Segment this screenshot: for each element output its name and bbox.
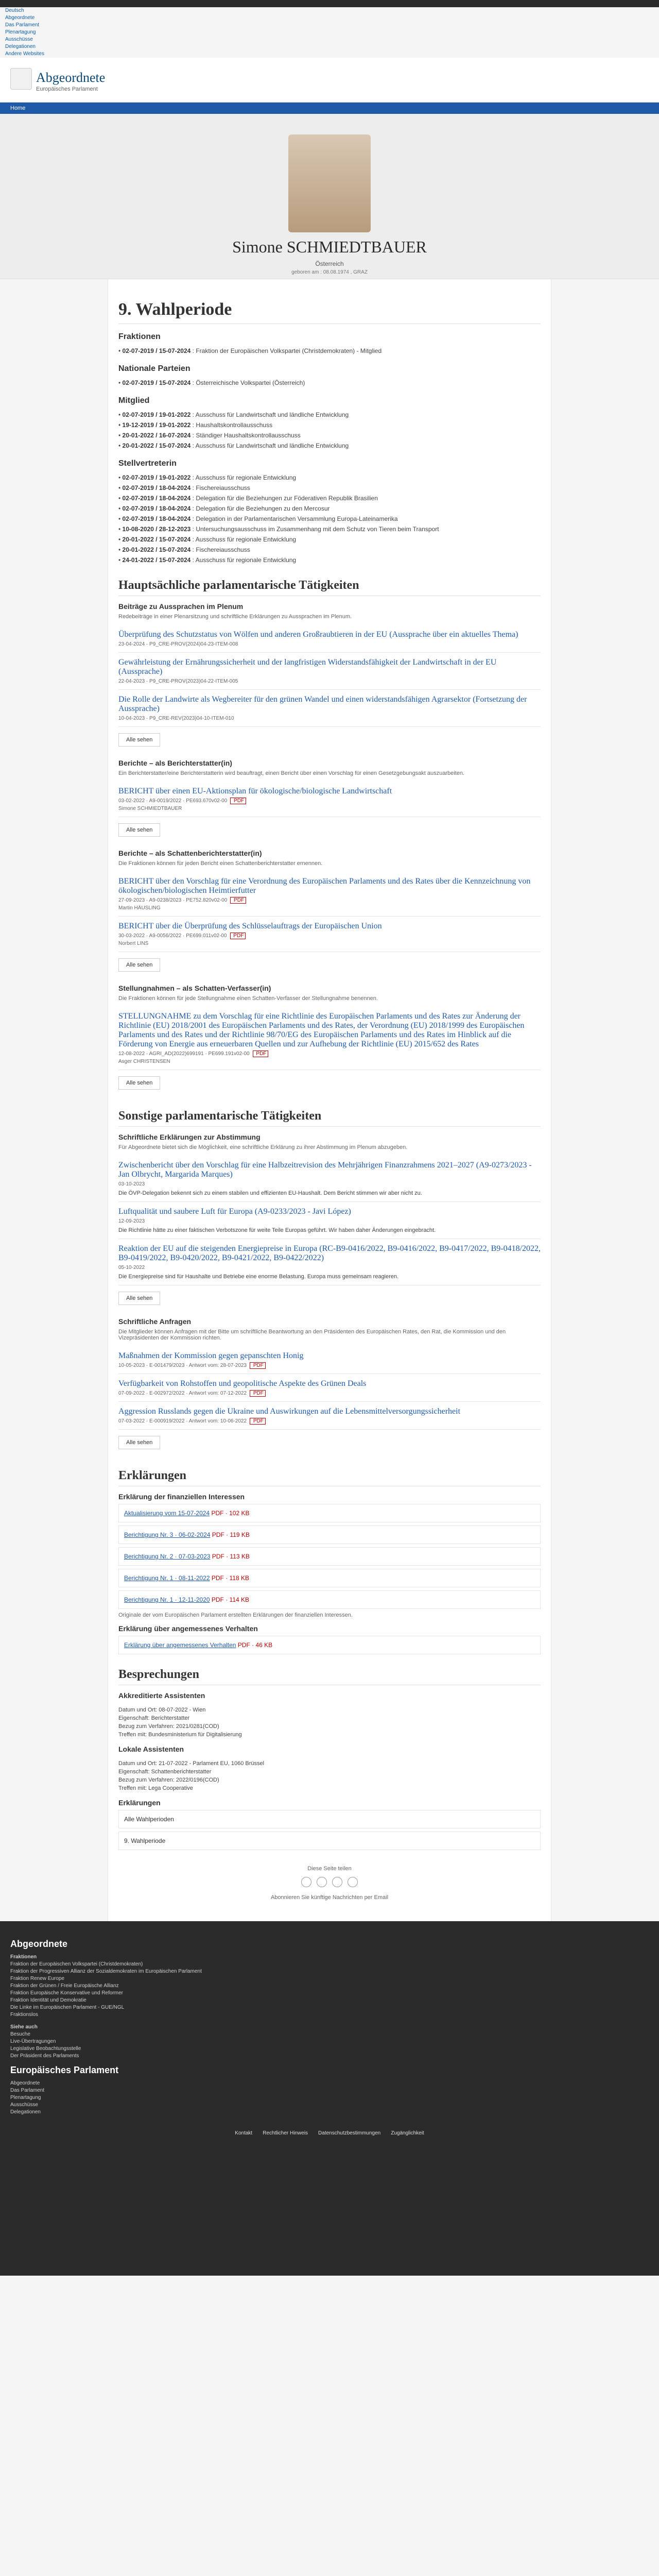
entry-text: : Untersuchungsausschuss im Zusammenhang mit dem Schutz von Tieren beim Transport (190, 526, 439, 533)
questions-section (118, 1317, 541, 1455)
factions-list (118, 346, 541, 356)
entry-date: 20-01-2022 / 16-07-2024 (122, 432, 191, 439)
item-meta: 30-03-2022 · A9-0056/2022 · PE699.011v02-00 PDF (118, 933, 541, 939)
item-title-link[interactable]: STELLUNGNAHME zu dem Vorschlag für eine Richtlinie des Europäischen Parlaments und des Rates zur Änderung der Richtlinie (EU) 2018/2001 des Europäischen Parlaments und des Rates, der Verordnung (EU) 2018/1999 des Europäischen Parlaments und des Rates und der Richtlinie 98/70/EG des Europäischen Parlaments und des Rates im Hinblick auf die Förderung von Energie aus erneuerbaren Quellen und zur Aufhebung der Richtlinie (EU) 2015/652 des Rates (118, 1012, 525, 1048)
entry-date: 24-01-2022 / 15-07-2024 (122, 556, 191, 564)
avatar (288, 134, 371, 232)
item-title-link[interactable]: Überprüfung des Schutzstatus von Wölfen und anderen Großraubtieren in der EU (Aussprache über ein aktuelles Thema) (118, 630, 518, 639)
pdf-tag[interactable]: PDF (250, 1362, 266, 1369)
item-meta: 10-05-2023 · E-001479/2023 · Antwort vom: 28-07-2023 PDF (118, 1363, 541, 1368)
shadow-heading: Berichte – als Schattenberichterstatter(in) (118, 849, 262, 857)
file-tag: PDF · 118 KB (210, 1574, 250, 1582)
substitute-list (118, 472, 541, 565)
entry-text: : Fischereiausschuss (190, 546, 250, 553)
entry-text: : Delegation für die Beziehungen zu den Mercosur (190, 505, 330, 512)
list-item (118, 917, 541, 952)
item-title-link[interactable]: BERICHT über die Überprüfung des Schlüsselauftrags der Europäischen Union (118, 922, 382, 930)
footer-bottom-link[interactable]: Datenschutzbestimmungen (318, 2130, 381, 2136)
list-item (118, 625, 541, 653)
content-container (108, 279, 551, 1921)
local-heading: Lokale Assistenten (118, 1745, 184, 1753)
substitute-entry: • 02-07-2019 / 19-01-2022 : Ausschuss für regionale Entwicklung (118, 474, 297, 481)
substitute-entry: • 02-07-2019 / 18-04-2024 : Fischereiausschuss (118, 484, 250, 492)
rapporteur-heading: Berichte – als Berichterstatter(in) (118, 759, 232, 767)
item-title-link[interactable]: Verfügbarkeit von Rohstoffen und geopolitische Aspekte des Grünen Deals (118, 1379, 367, 1388)
entry-date: 02-07-2019 / 15-07-2024 (122, 347, 191, 354)
footer-link[interactable]: Fraktion der Progressiven Allianz der Sozialdemokraten im Europäischen Parlament (10, 1969, 202, 1974)
entry-date: 02-07-2019 / 15-07-2024 (122, 379, 191, 386)
substitute-entry: • 02-07-2019 / 18-04-2024 : Delegation für die Beziehungen zur Föderativen Republik Brasilien (118, 495, 378, 502)
questions-desc: Die Mitglieder können Anfragen mit der Bitte um schriftliche Beantwortung an den Präsidenten des Europäischen Rates, den Rat, die Kommission und den Vizepräsidenten der Kommission richten. (118, 1329, 506, 1341)
item-author: Norbert LINS (118, 941, 149, 946)
member-entry: • 20-01-2022 / 15-07-2024 : Ausschuss für Landwirtschaft und ländliche Entwicklung (118, 442, 349, 449)
item-meta: 03-02-2022 · A9-0019/2022 · PE693.670v02-00 PDF (118, 798, 541, 804)
item-title-link[interactable]: BERICHT über den Vorschlag für eine Verordnung des Europäischen Parlaments und des Rates über die Kennzeichnung von ökologischen/biologischen Heimtierfutter (118, 877, 531, 895)
linkedin-icon[interactable] (332, 1877, 342, 1887)
item-author: Simone SCHMIEDTBAUER (118, 806, 182, 811)
item-meta: 05-10-2022 (118, 1265, 145, 1270)
entry-date: 02-07-2019 / 18-04-2024 (122, 484, 191, 492)
mep-dob: geboren am : 08.08.1974 , GRAZ (291, 269, 368, 275)
top-link[interactable]: Deutsch (5, 8, 24, 13)
written-more-button[interactable]: Alle sehen (118, 1292, 160, 1305)
item-meta: 23-04-2024 · P9_CRE-PROV(2024)04-23-ITEM-008 (118, 641, 238, 647)
footer-link[interactable]: Abgeordnete (10, 2080, 40, 2086)
share-label: Diese Seite teilen (307, 1866, 352, 1872)
footer-link[interactable]: Plenartagung (10, 2095, 41, 2100)
footer-links (10, 2130, 649, 2136)
item-title-link[interactable]: Die Rolle der Landwirte als Wegbereiter für den grünen Wandel und einen widerstandsfähigen Agrarsektor (Fortsetzung der Aussprache) (118, 695, 527, 713)
questions-heading: Schriftliche Anfragen (118, 1317, 192, 1326)
item-body: Die ÖVP-Delegation bekennt sich zu einem stabilen und effizienten EU-Haushalt. Dem Bericht stimmen wir aber nicht zu. (118, 1190, 422, 1196)
other-activities-title: Sonstige parlamentarische Tätigkeiten (118, 1109, 541, 1127)
item-meta: 03-10-2023 (118, 1181, 145, 1187)
local-item: Eigenschaft: Schattenberichterstatter (118, 1769, 212, 1775)
main-nav (0, 103, 659, 114)
shadow-more-button[interactable]: Alle sehen (118, 958, 160, 972)
entry-date: 10-08-2020 / 28-12-2023 (122, 526, 191, 533)
footer-link[interactable]: Legislative Beobachtungsstelle (10, 2046, 81, 2052)
substitute-entry: • 24-01-2022 / 15-07-2024 : Ausschuss für regionale Entwicklung (118, 556, 297, 564)
accredited-item: Bezug zum Verfahren: 2021/0281(COD) (118, 1723, 219, 1730)
pdf-tag[interactable]: PDF (230, 933, 246, 939)
plenary-heading: Beiträge zu Aussprachen im Plenum (118, 602, 244, 611)
nav-home[interactable]: Home (10, 105, 26, 111)
top-link[interactable]: Das Parlament (5, 22, 40, 28)
explain-heading: Erklärungen (118, 1799, 161, 1807)
item-meta: 12-08-2022 · AGRI_AD(2022)699191 · PE699.191v02-00 PDF (118, 1051, 541, 1057)
rapporteur-section (118, 759, 541, 843)
footer-link[interactable]: Fraktionslos (10, 2012, 38, 2018)
footer-link[interactable]: Der Präsident des Parlaments (10, 2053, 79, 2059)
term-title: 9. Wahlperiode (118, 300, 541, 324)
item-title-link[interactable]: Reaktion der EU auf die steigenden Energiepreise in Europa (RC-B9-0416/2022, B9-0416/2022, B9-0417/2022, B9-0418/2022, B9-0419/2022, B9-0420/2022, B9-0421/2022, B9-0422/2022) (118, 1244, 541, 1262)
list-item (118, 1007, 541, 1070)
file-tag: PDF · 119 KB (210, 1531, 250, 1538)
declarations-title: Erklärungen (118, 1469, 541, 1486)
header (0, 58, 659, 103)
footer-link[interactable]: Ausschüsse (10, 2102, 38, 2108)
entry-text: : Österreichische Volkspartei (Österreich) (190, 379, 305, 386)
item-title-link[interactable]: Maßnahmen der Kommission gegen gepanschten Honig (118, 1351, 304, 1360)
entry-date: 20-01-2022 / 15-07-2024 (122, 442, 191, 449)
entry-date: 19-12-2019 / 19-01-2022 (122, 421, 191, 429)
declaration-row[interactable] (118, 1547, 541, 1566)
footer (0, 1921, 659, 2276)
list-item (118, 1374, 541, 1402)
mep-country: Österreich (315, 260, 344, 267)
local-item: Bezug zum Verfahren: 2022/0196(COD) (118, 1777, 219, 1783)
accredited-item: Datum und Ort: 08-07-2022 - Wien (118, 1707, 206, 1713)
item-meta: 12-09-2023 (118, 1218, 145, 1224)
member-list (118, 410, 541, 451)
list-item (118, 782, 541, 817)
item-body: Die Richtlinie hätte zu einer faktischen Verbotszone für weite Teile Europas geführt. Wir haben daher Änderungen eingebracht. (118, 1227, 436, 1233)
share-section (118, 1866, 541, 1901)
item-title-link[interactable]: Aggression Russlands gegen die Ukraine und Auswirkungen auf die Lebensmittelversorgungssicherheit (118, 1407, 461, 1416)
subscribe-label: Abonnieren Sie künftige Nachrichten per Email (270, 1894, 389, 1901)
declaration-link[interactable]: Berichtigung Nr. 1 · 08-11-2022 (124, 1574, 210, 1582)
footer-link[interactable]: Fraktion Europäische Konservative und Reformer (10, 1990, 123, 1996)
accredited-item: Eigenschaft: Berichterstatter (118, 1715, 190, 1721)
email-icon[interactable] (348, 1877, 358, 1887)
rapporteur-more-button[interactable]: Alle sehen (118, 823, 160, 837)
member-entry: • 20-01-2022 / 16-07-2024 : Ständiger Haushaltskontrollausschuss (118, 432, 301, 439)
footer-bottom-link[interactable]: Rechtlicher Hinweis (263, 2130, 308, 2136)
entry-text: : Ausschuss für regionale Entwicklung (190, 536, 297, 543)
written-votes-heading: Schriftliche Erklärungen zur Abstimmung (118, 1133, 261, 1141)
footer-link[interactable]: Delegationen (10, 2109, 41, 2115)
footer-link[interactable]: Besuche (10, 2031, 30, 2037)
opinion-desc: Die Fraktionen können für jede Stellungnahme einen Schatten-Verfasser der Stellungnahme benennen. (118, 995, 378, 1002)
national-entry: • 02-07-2019 / 15-07-2024 : Österreichische Volkspartei (Österreich) (118, 379, 305, 386)
footer-link[interactable]: Fraktion der Europäischen Volkspartei (Christdemokraten) (10, 1961, 143, 1967)
main-activities-title: Hauptsächliche parlamentarische Tätigkeiten (118, 579, 541, 596)
faction-entry: • 02-07-2019 / 15-07-2024 : Fraktion der Europäischen Volkspartei (Christdemokraten) - Mitglied (118, 347, 382, 354)
local-list (118, 1759, 541, 1792)
top-link[interactable]: Andere Websites (5, 51, 44, 57)
footer-group1-title: Fraktionen (10, 1954, 37, 1960)
entry-date: 02-07-2019 / 19-01-2022 (122, 411, 191, 418)
entry-text: : Ständiger Haushaltskontrollausschuss (190, 432, 301, 439)
footer-link[interactable]: Fraktion der Grünen / Freie Europäische Allianz (10, 1983, 119, 1989)
declaration-row[interactable] (118, 1569, 541, 1587)
local-item: Treffen mit: Lega Cooperative (118, 1785, 193, 1791)
member-heading: Mitglied (118, 396, 150, 405)
language-links[interactable] (0, 7, 659, 58)
entry-date: 02-07-2019 / 18-04-2024 (122, 515, 191, 522)
financial-items (118, 1504, 541, 1609)
shadow-section (118, 849, 541, 978)
entry-text: : Delegation für die Beziehungen zur Föderativen Republik Brasilien (190, 495, 378, 502)
plenary-section (118, 602, 541, 753)
list-item (118, 1156, 541, 1202)
written-votes-section (118, 1133, 541, 1311)
top-language-bar (0, 0, 659, 7)
entry-text: : Delegation in der Parlamentarischen Versammlung Europa-Lateinamerika (190, 515, 398, 522)
entry-text: : Fischereiausschuss (190, 484, 250, 492)
entry-date: 02-07-2019 / 18-04-2024 (122, 495, 191, 502)
entry-date: 20-01-2022 / 15-07-2024 (122, 536, 191, 543)
declaration-link[interactable]: Aktualisierung vom 15-07-2024 (124, 1510, 210, 1517)
declaration-link[interactable]: Berichtigung Nr. 1 · 12-11-2020 (124, 1596, 210, 1603)
substitute-entry: • 20-01-2022 / 15-07-2024 : Fischereiausschuss (118, 546, 250, 553)
entry-date: 02-07-2019 / 19-01-2022 (122, 474, 191, 481)
item-author: Martin HÄUSLING (118, 905, 161, 911)
declaration-row[interactable] (118, 1636, 541, 1654)
item-title-link[interactable]: Gewährleistung der Ernährungssicherheit und der langfristigen Widerstandsfähigkeit der Landwirtschaft in der EU (Aussprache) (118, 658, 497, 676)
footer-link[interactable]: Das Parlament (10, 2088, 45, 2093)
top-link[interactable]: Ausschüsse (5, 37, 33, 42)
financial-note: Originale der vom Europäischen Parlament erstellten Erklärungen der finanziellen Interessen. (118, 1612, 353, 1618)
footer-h1: Abgeordnete (10, 1939, 68, 1949)
entry-text: : Ausschuss für Landwirtschaft und ländliche Entwicklung (190, 442, 349, 449)
share-icons (118, 1877, 541, 1887)
list-item (118, 872, 541, 917)
entry-date: 20-01-2022 / 15-07-2024 (122, 546, 191, 553)
term-option-label: 9. Wahlperiode (124, 1837, 166, 1844)
entry-text: : Ausschuss für Landwirtschaft und ländliche Entwicklung (190, 411, 349, 418)
profile-section (0, 114, 659, 279)
item-author: Asger CHRISTENSEN (118, 1059, 170, 1064)
substitute-entry: • 10-08-2020 / 28-12-2023 : Untersuchungsausschuss im Zusammenhang mit dem Schutz von Tieren beim Transport (118, 526, 439, 533)
top-link[interactable]: Abgeordnete (5, 15, 35, 21)
substitute-entry: • 20-01-2022 / 15-07-2024 : Ausschuss für regionale Entwicklung (118, 536, 297, 543)
item-meta: 10-04-2023 · P9_CRE-REV(2023)04-10-ITEM-010 (118, 716, 234, 721)
questions-more-button[interactable]: Alle sehen (118, 1436, 160, 1449)
list-item (118, 1402, 541, 1430)
national-list (118, 378, 541, 388)
declaration-link[interactable]: Berichtigung Nr. 2 · 07-03-2023 (124, 1553, 211, 1560)
shadow-desc: Die Fraktionen können für jeden Bericht einen Schattenberichterstatter ernennen. (118, 860, 323, 867)
list-item (118, 1346, 541, 1374)
appropriate-heading: Erklärung über angemessenes Verhalten (118, 1624, 258, 1633)
pdf-tag[interactable]: PDF (250, 1390, 266, 1397)
term-select-label: Alle Wahlperioden (124, 1816, 174, 1823)
entry-text: : Ausschuss für regionale Entwicklung (190, 474, 297, 481)
twitter-icon[interactable] (317, 1877, 327, 1887)
declaration-link[interactable]: Erklärung über angemessenes Verhalten (124, 1641, 236, 1649)
list-item (118, 1202, 541, 1239)
national-heading: Nationale Parteien (118, 364, 190, 373)
list-item (118, 690, 541, 727)
top-link[interactable]: Plenartagung (5, 29, 36, 35)
footer-h2: Europäisches Parlament (10, 2065, 119, 2075)
item-title-link[interactable]: Luftqualität und saubere Luft für Europa (A9-0233/2023 - Javi López) (118, 1207, 351, 1216)
opinion-heading: Stellungnahmen – als Schatten-Verfasser(in) (118, 984, 271, 992)
item-meta: 22-04-2023 · P9_CRE-PROV(2023)04-22-ITEM-005 (118, 679, 238, 684)
member-entry: • 02-07-2019 / 19-01-2022 : Ausschuss für Landwirtschaft und ländliche Entwicklung (118, 411, 349, 418)
footer-link[interactable]: Fraktion Identität und Demokratie (10, 1997, 86, 2003)
accredited-item: Treffen mit: Bundesministerium für Digitalisierung (118, 1732, 242, 1738)
plenary-desc: Redebeiträge in einer Plenarsitzung und schriftliche Erklärungen zu Aussprachen im Plenum. (118, 614, 352, 620)
financial-heading: Erklärung der finanziellen Interessen (118, 1493, 245, 1501)
factions-heading: Fraktionen (118, 332, 161, 341)
accredited-list (118, 1706, 541, 1739)
term-select[interactable] (118, 1810, 541, 1828)
written-votes-desc: Für Abgeordnete bietet sich die Möglichkeit, eine schriftliche Erklärung zu ihrer Abstimmung im Plenum abzugeben. (118, 1144, 408, 1150)
mep-name: Simone SCHMIEDTBAUER (232, 238, 427, 256)
declaration-row[interactable] (118, 1590, 541, 1609)
footer-bottom-link[interactable]: Kontakt (235, 2130, 253, 2136)
opinion-more-button[interactable]: Alle sehen (118, 1076, 160, 1090)
file-tag: PDF · 46 KB (236, 1641, 273, 1649)
term-option[interactable] (118, 1832, 541, 1850)
facebook-icon[interactable] (301, 1877, 311, 1887)
declaration-row[interactable] (118, 1526, 541, 1544)
pdf-tag[interactable]: PDF (230, 897, 246, 904)
local-item: Datum und Ort: 21-07-2022 - Parlament EU, 1060 Brüssel (118, 1760, 265, 1767)
item-meta: 07-09-2022 · E-002972/2022 · Antwort vom: 07-12-2022 PDF (118, 1391, 541, 1396)
footer-bottom-link[interactable]: Zugänglichkeit (391, 2130, 424, 2136)
entry-text: : Haushaltskontrollausschuss (190, 421, 273, 429)
brand-sub: Europäisches Parlament (36, 86, 98, 92)
declaration-row[interactable] (118, 1504, 541, 1522)
item-meta: 27-09-2023 · A9-0238/2023 · PE752.820v02-00 PDF (118, 897, 541, 903)
pdf-tag[interactable]: PDF (230, 798, 246, 804)
footer-group2-title: Siehe auch (10, 2024, 38, 2030)
substitute-entry: • 02-07-2019 / 18-04-2024 : Delegation in der Parlamentarischen Versammlung Europa-Lateinamerika (118, 515, 398, 522)
entry-date: 02-07-2019 / 18-04-2024 (122, 505, 191, 512)
list-item (118, 653, 541, 690)
entry-text: : Ausschuss für regionale Entwicklung (190, 556, 297, 564)
footer-link[interactable]: Live-Übertragungen (10, 2039, 56, 2044)
pdf-tag[interactable]: PDF (250, 1418, 266, 1425)
item-title-link[interactable]: Zwischenbericht über den Vorschlag für eine Halbzeitrevision des Mehrjährigen Finanzrahmens 2021–2027 (A9-0273/2023 - Jan Olbrycht, Margarida Marques) (118, 1161, 532, 1179)
footer-link[interactable]: Fraktion Renew Europe (10, 1976, 65, 1981)
brand[interactable]: Abgeordnete (36, 70, 106, 85)
entry-text: : Fraktion der Europäischen Volkspartei (Christdemokraten) - Mitglied (190, 347, 382, 354)
pdf-tag[interactable]: PDF (253, 1050, 269, 1057)
member-entry: • 19-12-2019 / 19-01-2022 : Haushaltskontrollausschuss (118, 421, 273, 429)
item-body: Die Energiepreise sind für Haushalte und Betriebe eine enorme Belastung. Europa muss gemeinsam reagieren. (118, 1274, 399, 1280)
appropriate-items (118, 1636, 541, 1654)
item-title-link[interactable]: BERICHT über einen EU-Aktionsplan für ökologische/biologische Landwirtschaft (118, 787, 392, 795)
rapporteur-desc: Ein Berichterstatter/eine Berichterstatterin wird beauftragt, einen Bericht über einen Vorschlag für einen Gesetzgebungsakt auszuarbeiten. (118, 770, 464, 776)
file-tag: PDF · 102 KB (210, 1510, 250, 1517)
file-tag: PDF · 113 KB (210, 1553, 250, 1560)
opinion-section (118, 984, 541, 1096)
top-link[interactable]: Delegationen (5, 44, 36, 49)
file-tag: PDF · 114 KB (210, 1596, 250, 1603)
item-meta: 07-03-2022 · E-000919/2022 · Antwort vom: 10-06-2022 PDF (118, 1418, 541, 1424)
footer-link[interactable]: Die Linke im Europäischen Parlament - GUE/NGL (10, 2005, 125, 2010)
meetings-title: Besprechungen (118, 1668, 541, 1685)
substitute-heading: Stellvertreterin (118, 459, 177, 468)
substitute-entry: • 02-07-2019 / 18-04-2024 : Delegation für die Beziehungen zu den Mercosur (118, 505, 330, 512)
declaration-link[interactable]: Berichtigung Nr. 3 · 06-02-2024 (124, 1531, 211, 1538)
plenary-more-button[interactable]: Alle sehen (118, 733, 160, 747)
list-item (118, 1239, 541, 1285)
parliament-logo (10, 68, 32, 90)
accredited-heading: Akkreditierte Assistenten (118, 1691, 205, 1700)
